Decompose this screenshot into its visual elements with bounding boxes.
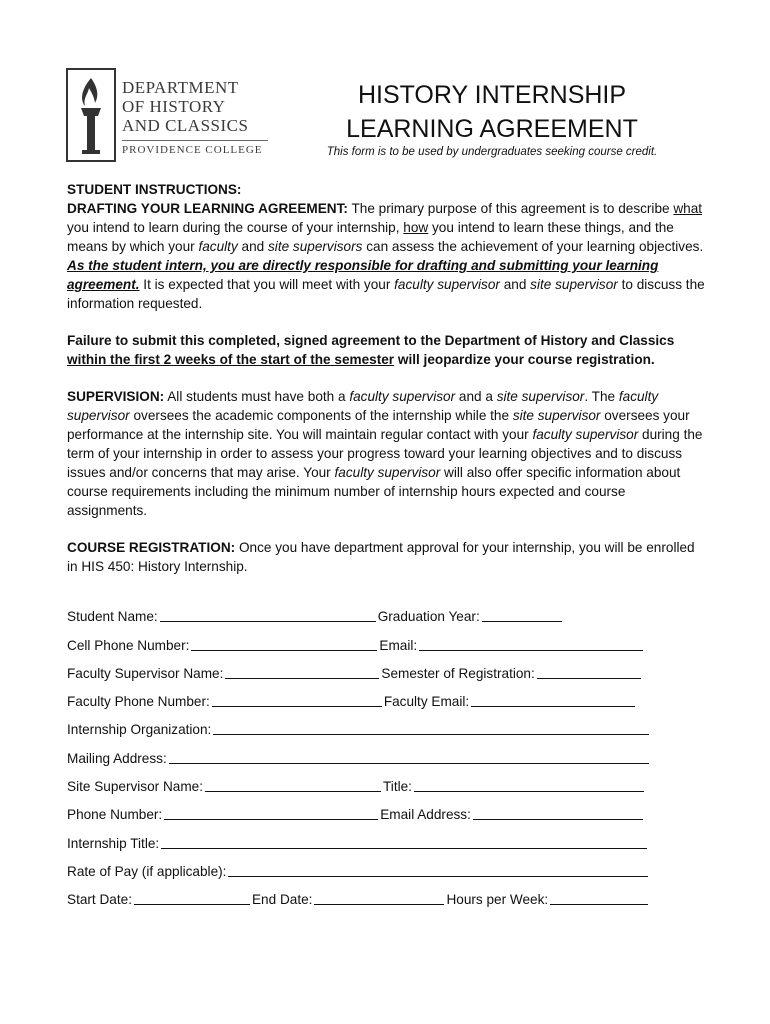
registration-label: COURSE REGISTRATION:	[67, 540, 236, 555]
title-field[interactable]	[414, 776, 644, 792]
drafting-what: what	[673, 201, 703, 216]
hours-per-week-label: Hours per Week:	[446, 892, 549, 908]
end-date-field[interactable]	[314, 889, 444, 905]
phone-number-label: Phone Number:	[67, 807, 163, 823]
torch-icon	[68, 70, 114, 160]
form-row	[67, 709, 667, 737]
email-field[interactable]	[419, 635, 643, 651]
internship-title-label: Internship Title:	[67, 835, 160, 851]
page-subtitle: This form is to be used by undergraduates seeking course credit.	[326, 146, 658, 158]
supervision-label: SUPERVISION:	[67, 389, 165, 404]
student-name-label: Student Name:	[67, 609, 158, 625]
sup-text-7: will also offer specific information about course requirements including the minimum number of internship hours expected and course assignments.	[67, 465, 681, 518]
drafting-text-6: It is expected that you will meet with your	[139, 277, 395, 292]
rate-of-pay-label: Rate of Pay (if applicable):	[67, 863, 227, 879]
logo-line-1: DEPARTMENT	[122, 78, 239, 97]
form-row	[67, 653, 667, 681]
drafting-text-5: can assess the achievement of your learning objectives.	[362, 239, 704, 254]
email-address-label: Email Address:	[380, 807, 471, 823]
drafting-label: DRAFTING YOUR LEARNING AGREEMENT:	[67, 201, 348, 216]
mailing-address-label: Mailing Address:	[67, 750, 167, 766]
registration-paragraph	[67, 538, 707, 576]
form-row	[67, 851, 667, 879]
sup-text-6: during the term of your internship in order to assess your progress toward your learning objectives and to discuss issues and/or concerns that may arise. Your	[67, 427, 703, 480]
student-name-field[interactable]	[160, 606, 376, 622]
mailing-address-field[interactable]	[169, 748, 649, 764]
sup-text-5: oversees your performance at the internship site. You will maintain regular contact with your	[67, 408, 690, 442]
internship-org-field[interactable]	[213, 719, 649, 735]
sup-faculty-1: faculty supervisor	[349, 389, 456, 404]
agreement-form	[67, 596, 667, 907]
internship-org-label: Internship Organization:	[67, 722, 212, 738]
sup-text-3: . The	[584, 389, 619, 404]
logo-line-2: OF HISTORY	[122, 97, 226, 116]
form-row	[67, 794, 667, 822]
sup-faculty-4: faculty supervisor	[334, 465, 441, 480]
drafting-faculty-2: faculty supervisor	[394, 277, 500, 292]
drafting-text-7: and	[499, 277, 531, 292]
logo-divider	[122, 140, 268, 141]
form-row	[67, 596, 667, 624]
phone-number-field[interactable]	[164, 804, 378, 820]
faculty-email-label: Faculty Email:	[383, 694, 470, 710]
title-label: Title:	[383, 779, 412, 795]
supervision-paragraph	[67, 387, 707, 520]
drafting-faculty: faculty	[198, 239, 238, 254]
end-date-label: End Date:	[251, 892, 313, 908]
sup-text-4: oversees the academic components of the internship while the	[129, 408, 513, 423]
drafting-text-1: The primary purpose of this agreement is to describe	[347, 201, 674, 216]
graduation-year-label: Graduation Year:	[377, 609, 480, 625]
drafting-text-3: you intend to learn these things, and the means by which your	[67, 220, 674, 254]
form-row	[67, 822, 667, 850]
form-row	[67, 879, 667, 907]
registration-text: Once you have department approval for your internship, you will be enrolled in HIS 450: History Internship.	[67, 540, 695, 574]
form-row	[67, 766, 667, 794]
faculty-phone-label: Faculty Phone Number:	[67, 694, 210, 710]
graduation-year-field[interactable]	[482, 606, 562, 622]
failure-paragraph	[67, 331, 707, 369]
drafting-site: site supervisors	[268, 239, 363, 254]
drafting-text-4: and	[237, 239, 268, 254]
cell-phone-label: Cell Phone Number:	[67, 637, 190, 653]
faculty-email-field[interactable]	[471, 691, 635, 707]
logo-frame	[66, 68, 116, 162]
failure-text-1: Failure to submit this completed, signed agreement to the Department of History and Classics	[67, 333, 675, 348]
sup-faculty-2: faculty supervisor	[67, 389, 659, 423]
semester-registration-field[interactable]	[537, 663, 641, 679]
faculty-supervisor-name-field[interactable]	[225, 663, 379, 679]
drafting-how: how	[403, 220, 429, 235]
logo-line-3: AND CLASSICS	[122, 116, 249, 135]
cell-phone-field[interactable]	[191, 635, 377, 651]
sup-site-1: site supervisor	[496, 389, 585, 404]
failure-text-2: will jeopardize your course registration.	[394, 352, 655, 367]
title-line-2: LEARNING AGREEMENT	[346, 115, 638, 143]
rate-of-pay-field[interactable]	[228, 861, 648, 877]
sup-text-1: All students must have both a	[164, 389, 350, 404]
faculty-supervisor-name-label: Faculty Supervisor Name:	[67, 665, 224, 681]
drafting-text-8: to discuss the information requested.	[67, 277, 705, 311]
form-row	[67, 681, 667, 709]
sup-text-2: and a	[455, 389, 497, 404]
form-row	[67, 737, 667, 765]
sup-site-2: site supervisor	[512, 408, 601, 423]
drafting-paragraph	[67, 180, 707, 313]
hours-per-week-field[interactable]	[550, 889, 648, 905]
failure-deadline: within the first 2 weeks of the start of the semester	[67, 352, 395, 367]
instructions-heading: STUDENT INSTRUCTIONS:	[67, 182, 242, 197]
drafting-site-2: site supervisor	[530, 277, 618, 292]
site-supervisor-name-label: Site Supervisor Name:	[67, 779, 203, 795]
start-date-label: Start Date:	[67, 892, 132, 908]
department-logo	[66, 68, 272, 166]
start-date-field[interactable]	[134, 889, 250, 905]
sup-faculty-3: faculty supervisor	[532, 427, 639, 442]
semester-registration-label: Semester of Registration:	[381, 665, 535, 681]
logo-subtitle: PROVIDENCE COLLEGE	[122, 144, 263, 156]
email-address-field[interactable]	[473, 804, 643, 820]
instructions-section	[67, 180, 707, 594]
page-title	[312, 78, 672, 146]
drafting-text-2: you intend to learn during the course of your internship,	[67, 220, 404, 235]
site-supervisor-name-field[interactable]	[205, 776, 381, 792]
form-row	[67, 624, 667, 652]
drafting-emphasis: As the student intern, you are directly responsible for drafting and submitting your learning agreement.	[67, 258, 659, 292]
logo-wordmark	[122, 78, 268, 156]
faculty-phone-field[interactable]	[212, 691, 382, 707]
internship-title-field[interactable]	[161, 833, 647, 849]
title-line-1: HISTORY INTERNSHIP	[357, 81, 627, 109]
email-label: Email:	[379, 637, 418, 653]
